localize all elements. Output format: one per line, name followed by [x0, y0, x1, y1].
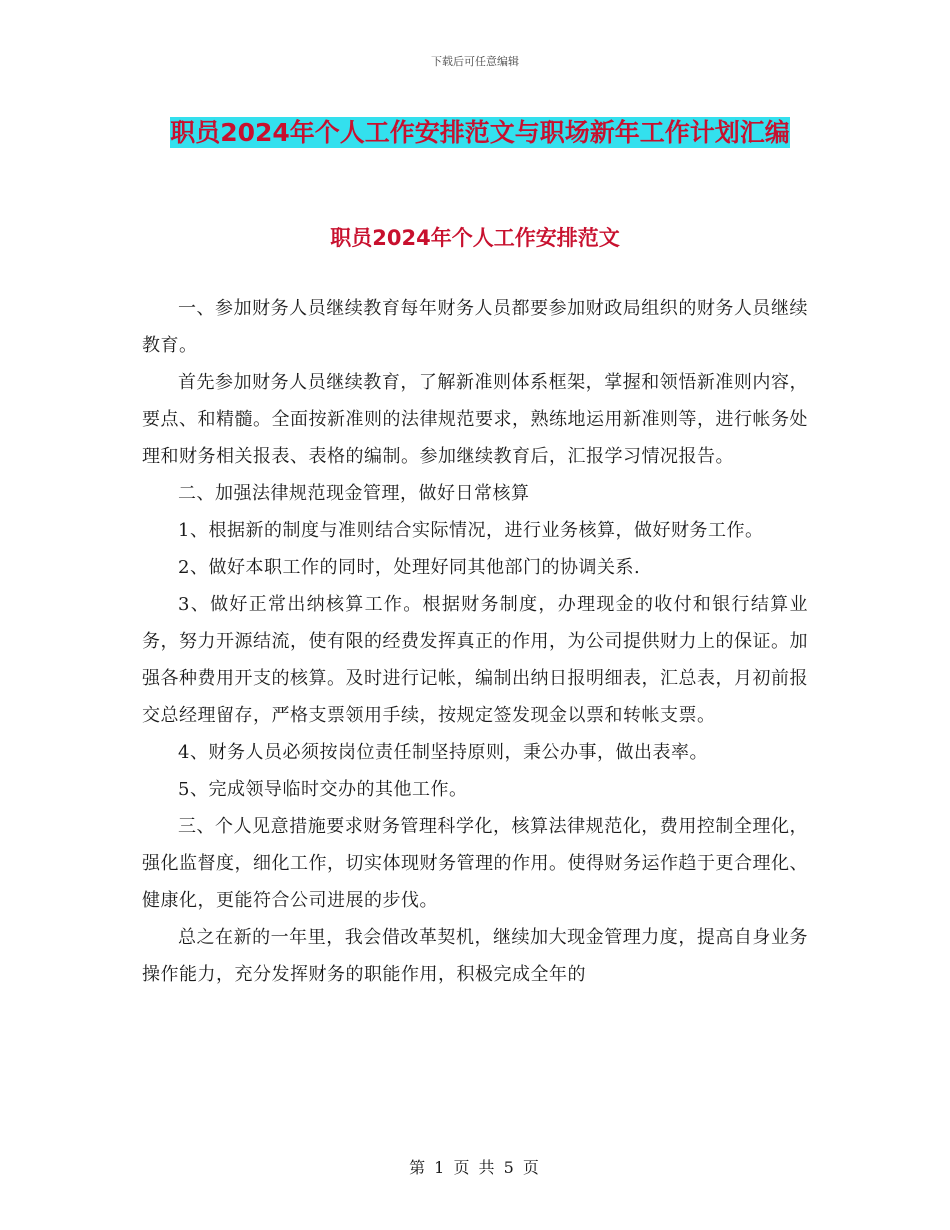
document-title-text: 职员2024年个人工作安排范文与职场新年工作计划汇编 [170, 118, 790, 147]
paragraph: 4、财务人员必须按岗位责任制坚持原则，秉公办事，做出表率。 [178, 742, 708, 763]
paragraph: 三、个人见意措施要求财务管理科学化，核算法律规范化，费用控制全理化，强化监督度，细化工作，切实体现财务管理的作用。使得财务运作趋于更合理化、健康化，更能符合公司进展的步伐。 [142, 816, 808, 911]
paragraph: 5、完成领导临时交办的其他工作。 [178, 779, 468, 800]
section-title: 职员2024年个人工作安排范文 [330, 226, 620, 250]
paragraph: 1、根据新的制度与准则结合实际情况，进行业务核算，做好财务工作。 [178, 520, 764, 541]
paragraph: 3、做好正常出纳核算工作。根据财务制度，办理现金的收付和银行结算业务，努力开源结流，使有限的经费发挥真正的作用，为公司提供财力上的保证。加强各种费用开支的核算。及时进行记帐，编制出纳日报明细表，汇总表，月初前报交总经理留存，严格支票领用手续，按规定签发现金以票和转帐支票。 [142, 594, 808, 726]
header-note: 下载后可任意编辑 [431, 55, 519, 68]
paragraph: 2、做好本职工作的同时，处理好同其他部门的协调关系. [178, 557, 641, 578]
page-footer: 第 1 页 共 5 页 [409, 1158, 541, 1177]
body-text [142, 290, 808, 993]
paragraph: 总之在新的一年里，我会借改革契机，继续加大现金管理力度，提高自身业务操作能力，充分发挥财务的职能作用，积极完成全年的 [142, 927, 808, 985]
paragraph: 首先参加财务人员继续教育，了解新准则体系框架，掌握和领悟新准则内容，要点、和精髓。全面按新准则的法律规范要求，熟练地运用新准则等，进行帐务处理和财务相关报表、表格的编制。参加继续教育后，汇报学习情况报告。 [142, 372, 808, 467]
paragraph: 二、加强法律规范现金管理，做好日常核算 [178, 483, 530, 504]
document-title [140, 112, 820, 154]
paragraph: 一、参加财务人员继续教育每年财务人员都要参加财政局组织的财务人员继续教育。 [142, 298, 808, 356]
